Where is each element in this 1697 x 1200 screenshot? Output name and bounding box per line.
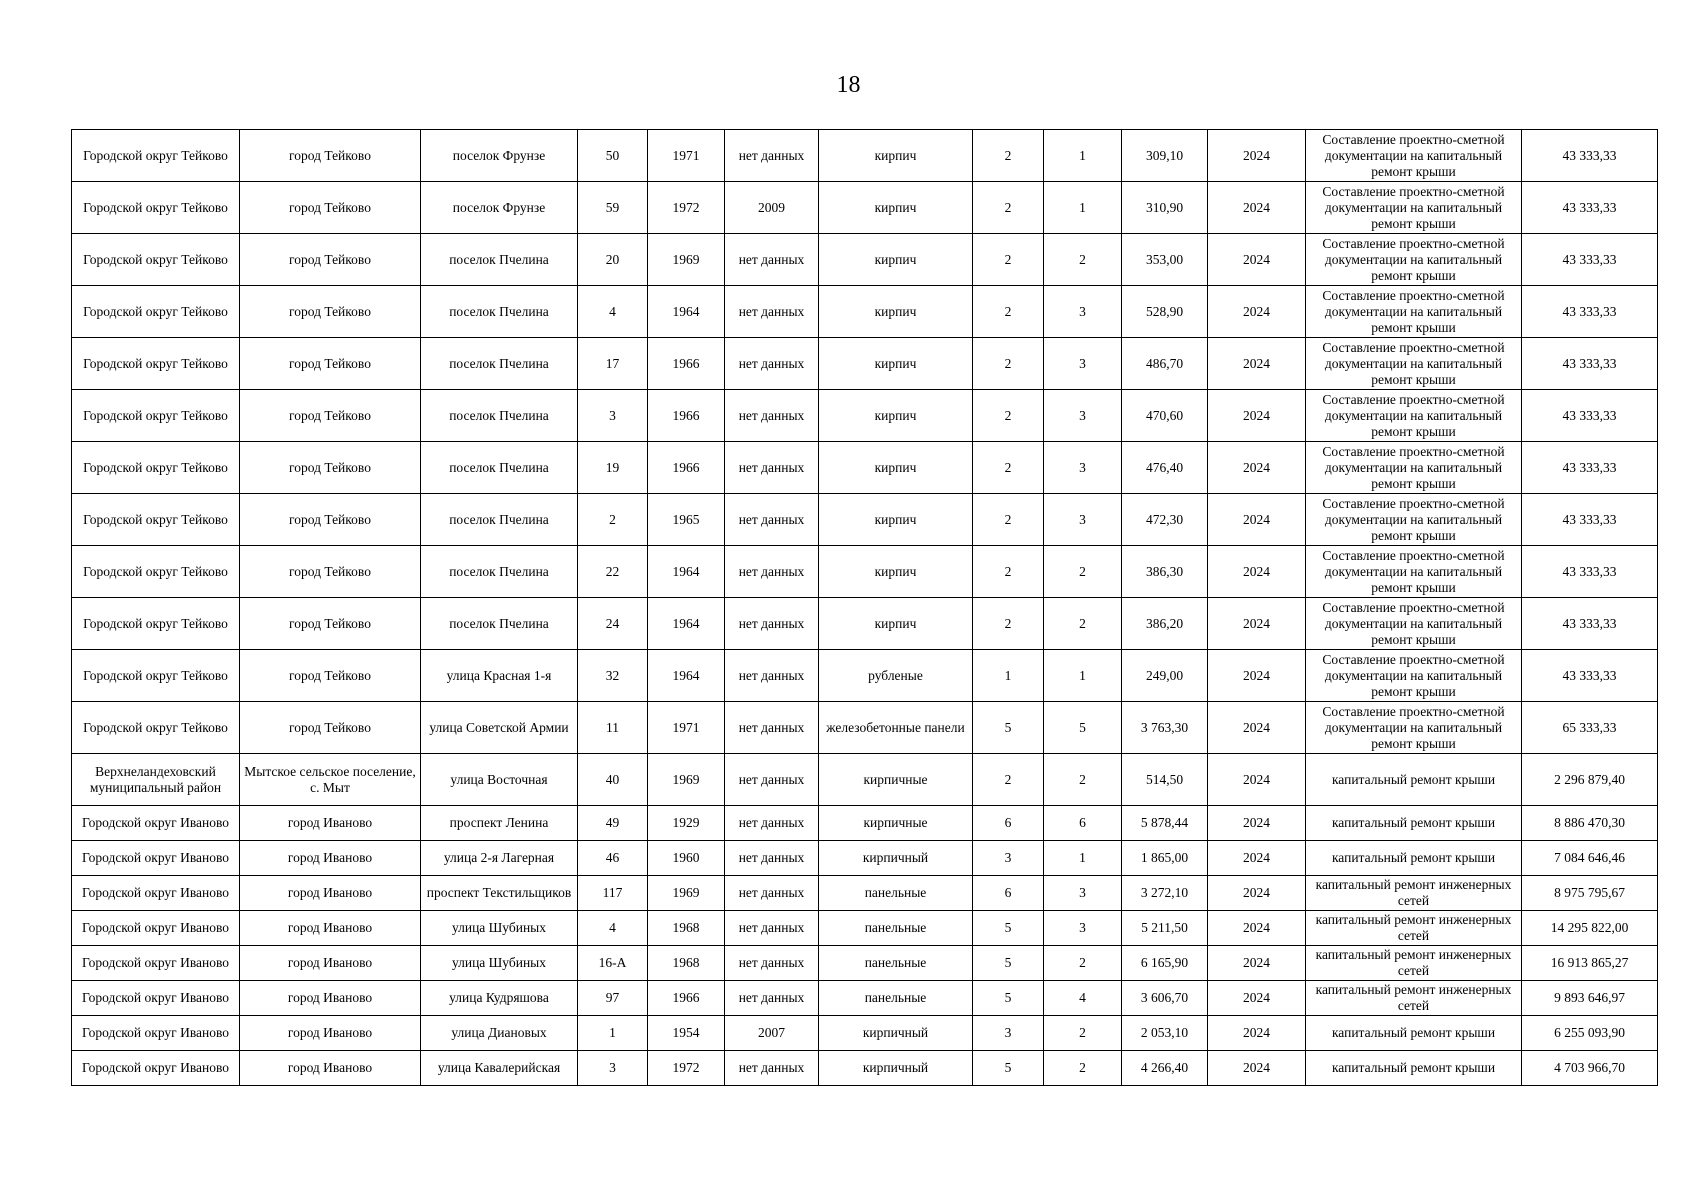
cell-floors: 5 [973,981,1044,1016]
cell-built-year: 1969 [648,234,725,286]
cell-house-number: 22 [578,546,648,598]
cell-wall-material: кирпич [819,546,973,598]
cell-wall-material: кирпичный [819,1051,973,1086]
cell-floors: 1 [973,650,1044,702]
table-row [72,911,1658,946]
cell-work-type: Составление проектно-сметной документации на капитальный ремонт крыши [1306,494,1522,546]
cell-floors: 2 [973,338,1044,390]
cell-cost: 9 893 646,97 [1522,981,1658,1016]
cell-floors: 3 [973,841,1044,876]
cell-built-year: 1966 [648,390,725,442]
cell-cost: 43 333,33 [1522,234,1658,286]
cell-area: 309,10 [1122,130,1208,182]
cell-settlement: город Тейково [240,390,421,442]
cell-area: 486,70 [1122,338,1208,390]
cell-area: 249,00 [1122,650,1208,702]
cell-cost: 43 333,33 [1522,494,1658,546]
cell-floors: 6 [973,806,1044,841]
table-row [72,946,1658,981]
cell-work-type: Составление проектно-сметной документации на капитальный ремонт крыши [1306,286,1522,338]
cell-floors: 2 [973,546,1044,598]
table-row [72,1016,1658,1051]
cell-floors: 2 [973,390,1044,442]
cell-cost: 14 295 822,00 [1522,911,1658,946]
cell-plan-year: 2024 [1208,338,1306,390]
cell-house-number: 46 [578,841,648,876]
cell-entrances: 1 [1044,130,1122,182]
cell-floors: 5 [973,1051,1044,1086]
cell-settlement: город Тейково [240,442,421,494]
cell-street: поселок Пчелина [421,390,578,442]
cell-house-number: 19 [578,442,648,494]
cell-floors: 5 [973,911,1044,946]
cell-work-type: Составление проектно-сметной документации на капитальный ремонт крыши [1306,442,1522,494]
cell-street: улица Шубиных [421,946,578,981]
cell-work-type: капитальный ремонт крыши [1306,841,1522,876]
cell-settlement: город Иваново [240,876,421,911]
cell-municipality: Городской округ Иваново [72,1016,240,1051]
cell-house-number: 117 [578,876,648,911]
cell-work-type: капитальный ремонт крыши [1306,754,1522,806]
cell-wall-material: рубленые [819,650,973,702]
cell-floors: 2 [973,286,1044,338]
cell-renovation-year: нет данных [725,754,819,806]
cell-plan-year: 2024 [1208,598,1306,650]
table-row [72,876,1658,911]
cell-floors: 6 [973,876,1044,911]
cell-municipality: Городской округ Тейково [72,182,240,234]
cell-renovation-year: нет данных [725,946,819,981]
cell-house-number: 17 [578,338,648,390]
cell-settlement: город Иваново [240,1051,421,1086]
cell-house-number: 11 [578,702,648,754]
table-row [72,546,1658,598]
cell-area: 3 606,70 [1122,981,1208,1016]
cell-settlement: город Иваново [240,911,421,946]
cell-wall-material: кирпич [819,234,973,286]
cell-work-type: капитальный ремонт инженерных сетей [1306,876,1522,911]
cell-built-year: 1971 [648,130,725,182]
cell-renovation-year: нет данных [725,338,819,390]
cell-plan-year: 2024 [1208,1051,1306,1086]
cell-wall-material: кирпич [819,130,973,182]
cell-work-type: капитальный ремонт крыши [1306,1016,1522,1051]
cell-cost: 65 333,33 [1522,702,1658,754]
cell-settlement: город Тейково [240,130,421,182]
cell-cost: 2 296 879,40 [1522,754,1658,806]
cell-wall-material: кирпич [819,442,973,494]
cell-renovation-year: нет данных [725,390,819,442]
cell-street: проспект Текстильщиков [421,876,578,911]
cell-municipality: Городской округ Тейково [72,390,240,442]
cell-cost: 43 333,33 [1522,390,1658,442]
cell-renovation-year: нет данных [725,650,819,702]
cell-area: 386,30 [1122,546,1208,598]
cell-area: 1 865,00 [1122,841,1208,876]
cell-house-number: 97 [578,981,648,1016]
cell-built-year: 1960 [648,841,725,876]
cell-area: 310,90 [1122,182,1208,234]
cell-wall-material: кирпичные [819,806,973,841]
cell-street: поселок Пчелина [421,338,578,390]
cell-house-number: 59 [578,182,648,234]
cell-settlement: город Тейково [240,494,421,546]
table-row [72,390,1658,442]
cell-area: 353,00 [1122,234,1208,286]
cell-entrances: 3 [1044,390,1122,442]
cell-settlement: город Иваново [240,841,421,876]
cell-floors: 5 [973,702,1044,754]
cell-entrances: 2 [1044,1016,1122,1051]
cell-plan-year: 2024 [1208,1016,1306,1051]
cell-plan-year: 2024 [1208,650,1306,702]
cell-cost: 4 703 966,70 [1522,1051,1658,1086]
table-row [72,234,1658,286]
cell-entrances: 1 [1044,841,1122,876]
table-row [72,702,1658,754]
cell-work-type: капитальный ремонт инженерных сетей [1306,911,1522,946]
cell-floors: 2 [973,494,1044,546]
cell-work-type: Составление проектно-сметной документации на капитальный ремонт крыши [1306,702,1522,754]
cell-wall-material: кирпичный [819,1016,973,1051]
cell-municipality: Городской округ Иваново [72,841,240,876]
register-table [71,129,1658,1086]
cell-area: 3 763,30 [1122,702,1208,754]
page-number: 18 [836,72,861,98]
cell-cost: 43 333,33 [1522,182,1658,234]
cell-municipality: Городской округ Тейково [72,442,240,494]
cell-entrances: 2 [1044,754,1122,806]
cell-area: 5 211,50 [1122,911,1208,946]
cell-house-number: 24 [578,598,648,650]
cell-settlement: город Тейково [240,234,421,286]
cell-renovation-year: нет данных [725,806,819,841]
cell-built-year: 1968 [648,911,725,946]
cell-plan-year: 2024 [1208,946,1306,981]
cell-renovation-year: нет данных [725,702,819,754]
cell-municipality: Городской округ Тейково [72,338,240,390]
cell-street: проспект Ленина [421,806,578,841]
table-row [72,981,1658,1016]
cell-municipality: Городской округ Иваново [72,981,240,1016]
cell-work-type: Составление проектно-сметной документации на капитальный ремонт крыши [1306,234,1522,286]
table-row [72,806,1658,841]
cell-municipality: Городской округ Тейково [72,286,240,338]
cell-settlement: город Тейково [240,702,421,754]
cell-plan-year: 2024 [1208,130,1306,182]
cell-street: поселок Пчелина [421,442,578,494]
cell-street: улица Шубиных [421,911,578,946]
cell-street: поселок Фрунзе [421,130,578,182]
cell-area: 472,30 [1122,494,1208,546]
cell-renovation-year: нет данных [725,841,819,876]
cell-municipality: Городской округ Иваново [72,806,240,841]
cell-work-type: Составление проектно-сметной документации на капитальный ремонт крыши [1306,650,1522,702]
cell-plan-year: 2024 [1208,442,1306,494]
cell-built-year: 1965 [648,494,725,546]
cell-municipality: Городской округ Тейково [72,702,240,754]
cell-entrances: 3 [1044,286,1122,338]
cell-work-type: капитальный ремонт крыши [1306,806,1522,841]
cell-built-year: 1966 [648,981,725,1016]
cell-cost: 43 333,33 [1522,598,1658,650]
cell-floors: 2 [973,182,1044,234]
cell-settlement: город Тейково [240,598,421,650]
cell-municipality: Городской округ Тейково [72,546,240,598]
cell-entrances: 2 [1044,598,1122,650]
cell-wall-material: панельные [819,946,973,981]
cell-wall-material: кирпичные [819,754,973,806]
cell-wall-material: кирпич [819,338,973,390]
cell-settlement: город Тейково [240,286,421,338]
cell-house-number: 40 [578,754,648,806]
cell-work-type: капитальный ремонт инженерных сетей [1306,946,1522,981]
cell-plan-year: 2024 [1208,234,1306,286]
cell-renovation-year: нет данных [725,286,819,338]
cell-municipality: Городской округ Тейково [72,494,240,546]
cell-house-number: 3 [578,390,648,442]
cell-wall-material: кирпич [819,390,973,442]
cell-entrances: 2 [1044,1051,1122,1086]
table-row [72,754,1658,806]
cell-renovation-year: нет данных [725,130,819,182]
cell-cost: 43 333,33 [1522,442,1658,494]
cell-entrances: 3 [1044,494,1122,546]
cell-cost: 43 333,33 [1522,286,1658,338]
cell-street: улица Диановых [421,1016,578,1051]
cell-wall-material: кирпич [819,286,973,338]
cell-floors: 2 [973,234,1044,286]
cell-settlement: город Иваново [240,981,421,1016]
cell-built-year: 1972 [648,182,725,234]
cell-house-number: 2 [578,494,648,546]
cell-plan-year: 2024 [1208,546,1306,598]
cell-renovation-year: нет данных [725,234,819,286]
table-row [72,598,1658,650]
cell-settlement: город Тейково [240,650,421,702]
cell-wall-material: панельные [819,981,973,1016]
cell-municipality: Городской округ Тейково [72,650,240,702]
cell-wall-material: кирпич [819,494,973,546]
cell-cost: 7 084 646,46 [1522,841,1658,876]
table-row [72,442,1658,494]
cell-entrances: 6 [1044,806,1122,841]
cell-cost: 6 255 093,90 [1522,1016,1658,1051]
cell-built-year: 1968 [648,946,725,981]
cell-settlement: город Иваново [240,1016,421,1051]
cell-renovation-year: 2009 [725,182,819,234]
cell-built-year: 1964 [648,650,725,702]
cell-plan-year: 2024 [1208,911,1306,946]
cell-street: поселок Пчелина [421,494,578,546]
table-row [72,130,1658,182]
cell-area: 528,90 [1122,286,1208,338]
cell-street: поселок Пчелина [421,598,578,650]
cell-work-type: капитальный ремонт крыши [1306,1051,1522,1086]
cell-plan-year: 2024 [1208,702,1306,754]
cell-entrances: 3 [1044,876,1122,911]
cell-floors: 3 [973,1016,1044,1051]
cell-entrances: 2 [1044,946,1122,981]
cell-settlement: город Иваново [240,806,421,841]
cell-house-number: 3 [578,1051,648,1086]
cell-entrances: 3 [1044,911,1122,946]
cell-street: улица Красная 1-я [421,650,578,702]
cell-built-year: 1954 [648,1016,725,1051]
cell-entrances: 5 [1044,702,1122,754]
cell-street: поселок Пчелина [421,286,578,338]
table-row [72,841,1658,876]
cell-wall-material: панельные [819,911,973,946]
cell-cost: 43 333,33 [1522,130,1658,182]
cell-entrances: 3 [1044,442,1122,494]
cell-settlement: город Тейково [240,546,421,598]
cell-built-year: 1966 [648,442,725,494]
table-row [72,182,1658,234]
cell-house-number: 4 [578,286,648,338]
cell-settlement: город Тейково [240,182,421,234]
cell-wall-material: кирпич [819,182,973,234]
cell-entrances: 4 [1044,981,1122,1016]
cell-cost: 43 333,33 [1522,546,1658,598]
cell-work-type: Составление проектно-сметной документации на капитальный ремонт крыши [1306,182,1522,234]
cell-area: 3 272,10 [1122,876,1208,911]
cell-house-number: 49 [578,806,648,841]
cell-entrances: 1 [1044,182,1122,234]
cell-street: улица Восточная [421,754,578,806]
cell-renovation-year: нет данных [725,494,819,546]
cell-built-year: 1964 [648,286,725,338]
cell-built-year: 1929 [648,806,725,841]
cell-street: улица Советской Армии [421,702,578,754]
cell-cost: 16 913 865,27 [1522,946,1658,981]
cell-plan-year: 2024 [1208,876,1306,911]
cell-renovation-year: нет данных [725,546,819,598]
cell-area: 514,50 [1122,754,1208,806]
cell-floors: 2 [973,442,1044,494]
cell-work-type: Составление проектно-сметной документации на капитальный ремонт крыши [1306,130,1522,182]
table-row [72,494,1658,546]
cell-renovation-year: нет данных [725,876,819,911]
cell-house-number: 20 [578,234,648,286]
cell-area: 2 053,10 [1122,1016,1208,1051]
cell-entrances: 3 [1044,338,1122,390]
cell-street: поселок Фрунзе [421,182,578,234]
cell-wall-material: кирпичный [819,841,973,876]
cell-cost: 43 333,33 [1522,338,1658,390]
cell-work-type: капитальный ремонт инженерных сетей [1306,981,1522,1016]
cell-floors: 2 [973,598,1044,650]
cell-house-number: 32 [578,650,648,702]
cell-entrances: 2 [1044,546,1122,598]
cell-area: 470,60 [1122,390,1208,442]
cell-wall-material: кирпич [819,598,973,650]
cell-street: улица Кудряшова [421,981,578,1016]
table-row [72,1051,1658,1086]
cell-wall-material: панельные [819,876,973,911]
cell-plan-year: 2024 [1208,286,1306,338]
cell-house-number: 4 [578,911,648,946]
cell-area: 386,20 [1122,598,1208,650]
cell-municipality: Городской округ Иваново [72,946,240,981]
cell-area: 476,40 [1122,442,1208,494]
cell-renovation-year: 2007 [725,1016,819,1051]
cell-built-year: 1969 [648,876,725,911]
cell-built-year: 1964 [648,546,725,598]
cell-renovation-year: нет данных [725,1051,819,1086]
cell-floors: 2 [973,130,1044,182]
cell-built-year: 1972 [648,1051,725,1086]
cell-municipality: Городской округ Тейково [72,234,240,286]
cell-plan-year: 2024 [1208,754,1306,806]
register-body [72,130,1658,1086]
cell-floors: 2 [973,754,1044,806]
cell-cost: 8 975 795,67 [1522,876,1658,911]
cell-settlement: Мытское сельское поселение, с. Мыт [240,754,421,806]
cell-work-type: Составление проектно-сметной документации на капитальный ремонт крыши [1306,338,1522,390]
cell-entrances: 2 [1044,234,1122,286]
table-row [72,338,1658,390]
cell-renovation-year: нет данных [725,598,819,650]
table-row [72,650,1658,702]
cell-renovation-year: нет данных [725,911,819,946]
cell-entrances: 1 [1044,650,1122,702]
cell-house-number: 16-А [578,946,648,981]
cell-renovation-year: нет данных [725,981,819,1016]
cell-area: 5 878,44 [1122,806,1208,841]
cell-plan-year: 2024 [1208,390,1306,442]
table-row [72,286,1658,338]
cell-settlement: город Иваново [240,946,421,981]
cell-area: 6 165,90 [1122,946,1208,981]
cell-plan-year: 2024 [1208,841,1306,876]
cell-house-number: 1 [578,1016,648,1051]
cell-renovation-year: нет данных [725,442,819,494]
cell-street: улица Кавалерийская [421,1051,578,1086]
cell-built-year: 1966 [648,338,725,390]
cell-street: поселок Пчелина [421,546,578,598]
cell-plan-year: 2024 [1208,981,1306,1016]
cell-work-type: Составление проектно-сметной документации на капитальный ремонт крыши [1306,546,1522,598]
cell-floors: 5 [973,946,1044,981]
cell-plan-year: 2024 [1208,182,1306,234]
cell-wall-material: железобетонные панели [819,702,973,754]
cell-built-year: 1971 [648,702,725,754]
cell-house-number: 50 [578,130,648,182]
cell-street: улица 2-я Лагерная [421,841,578,876]
cell-cost: 43 333,33 [1522,650,1658,702]
cell-municipality: Городской округ Тейково [72,130,240,182]
cell-plan-year: 2024 [1208,494,1306,546]
cell-municipality: Городской округ Иваново [72,1051,240,1086]
cell-work-type: Составление проектно-сметной документации на капитальный ремонт крыши [1306,390,1522,442]
cell-municipality: Городской округ Тейково [72,598,240,650]
cell-built-year: 1964 [648,598,725,650]
cell-work-type: Составление проектно-сметной документации на капитальный ремонт крыши [1306,598,1522,650]
cell-built-year: 1969 [648,754,725,806]
cell-municipality: Верхнеландеховский муниципальный район [72,754,240,806]
cell-area: 4 266,40 [1122,1051,1208,1086]
cell-settlement: город Тейково [240,338,421,390]
cell-municipality: Городской округ Иваново [72,911,240,946]
cell-plan-year: 2024 [1208,806,1306,841]
cell-street: поселок Пчелина [421,234,578,286]
cell-cost: 8 886 470,30 [1522,806,1658,841]
cell-municipality: Городской округ Иваново [72,876,240,911]
